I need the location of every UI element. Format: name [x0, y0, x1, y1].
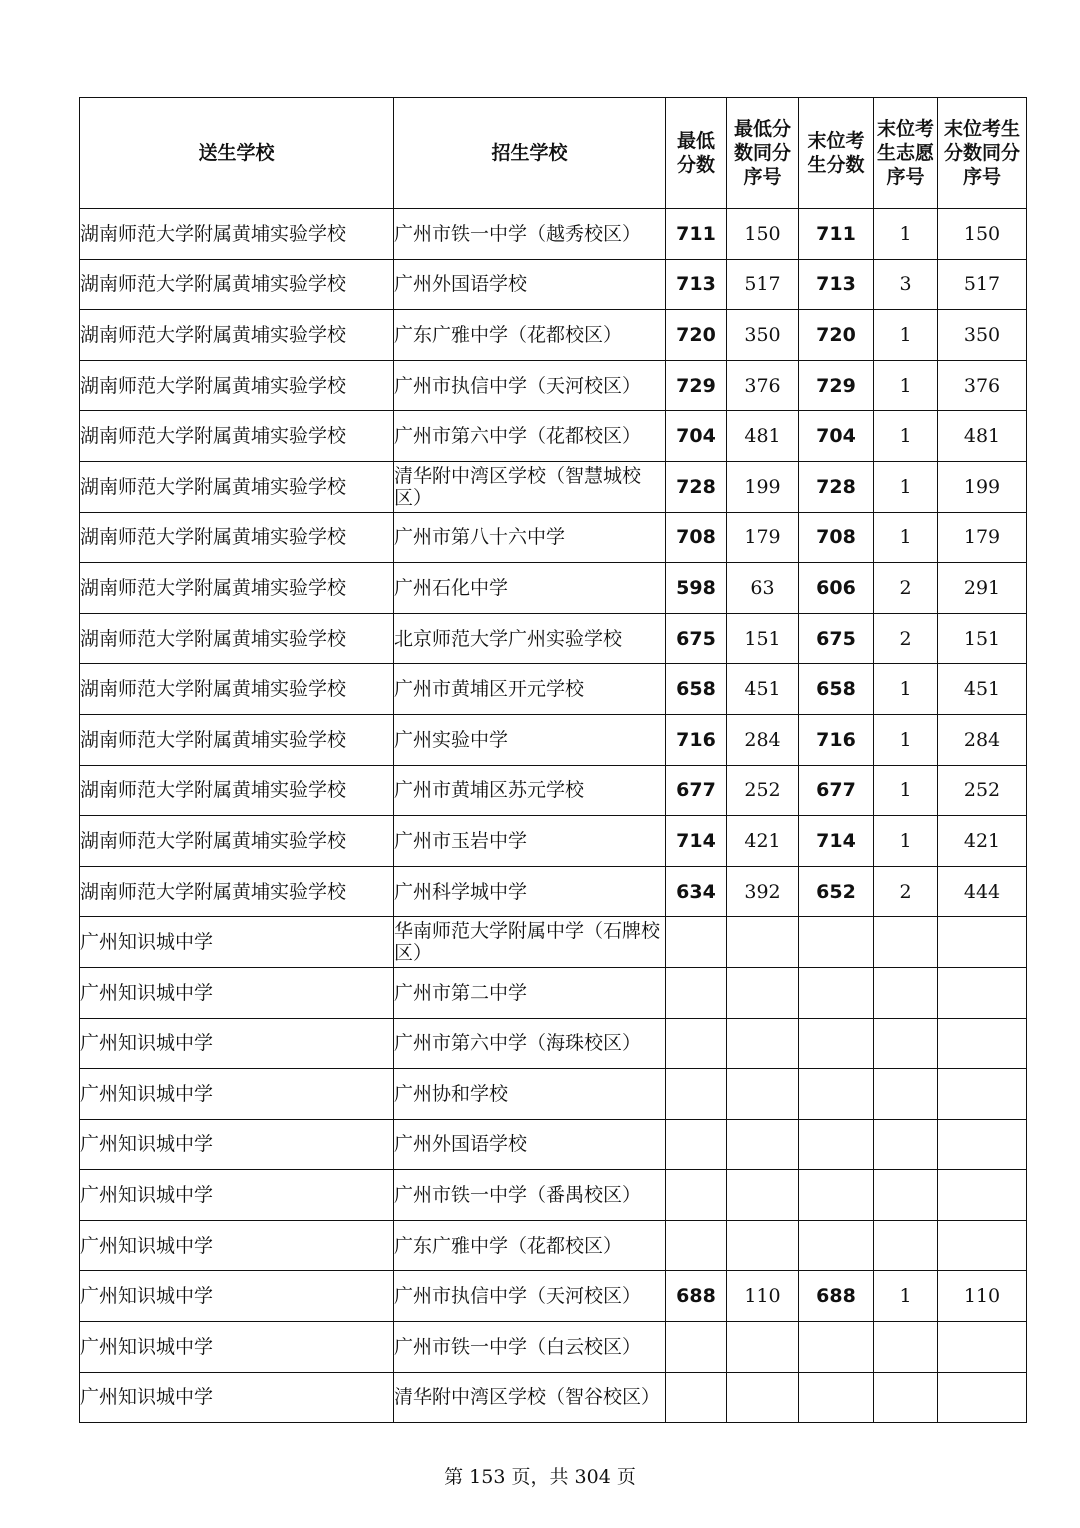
last-score-rank-cell [938, 1069, 1027, 1120]
table-body [80, 209, 1027, 1423]
table-row [80, 259, 1027, 310]
recv-school-cell: 广州外国语学校 [394, 259, 666, 310]
send-school-cell: 广州知识城中学 [80, 1119, 394, 1170]
header-last-score-rank: 末位考生分数同分序号 [938, 98, 1027, 209]
min-score-cell [666, 1372, 727, 1423]
recv-school-cell: 广州实验中学 [394, 714, 666, 765]
table-row [80, 765, 1027, 816]
send-school-cell: 湖南师范大学附属黄埔实验学校 [80, 816, 394, 867]
last-wish-no-cell: 1 [874, 411, 938, 462]
recv-school-cell: 广东广雅中学（花都校区） [394, 310, 666, 361]
table-row [80, 360, 1027, 411]
table-row [80, 411, 1027, 462]
recv-school-cell: 广州市第六中学（花都校区） [394, 411, 666, 462]
last-score-cell: 688 [799, 1271, 874, 1322]
last-wish-no-cell [874, 1372, 938, 1423]
last-score-rank-cell: 151 [938, 613, 1027, 664]
last-score-rank-cell [938, 1322, 1027, 1373]
recv-school-cell: 清华附中湾区学校（智谷校区） [394, 1372, 666, 1423]
last-score-cell: 711 [799, 209, 874, 260]
last-score-rank-cell: 350 [938, 310, 1027, 361]
min-score-cell: 675 [666, 613, 727, 664]
table-row [80, 1069, 1027, 1120]
table-row [80, 1119, 1027, 1170]
min-score-cell [666, 917, 727, 968]
recv-school-cell: 广州市执信中学（天河校区） [394, 360, 666, 411]
min-score-rank-cell: 350 [727, 310, 799, 361]
table-row [80, 461, 1027, 512]
min-score-cell: 634 [666, 866, 727, 917]
min-score-rank-cell: 150 [727, 209, 799, 260]
table-row [80, 866, 1027, 917]
min-score-rank-cell: 451 [727, 664, 799, 715]
min-score-cell: 658 [666, 664, 727, 715]
table-row [80, 1322, 1027, 1373]
recv-school-cell: 广州市第六中学（海珠校区） [394, 1018, 666, 1069]
recv-school-cell: 广州协和学校 [394, 1069, 666, 1120]
last-score-cell: 677 [799, 765, 874, 816]
last-score-rank-cell [938, 967, 1027, 1018]
last-wish-no-cell [874, 1322, 938, 1373]
last-score-cell [799, 967, 874, 1018]
recv-school-cell: 广州市黄埔区开元学校 [394, 664, 666, 715]
min-score-cell: 711 [666, 209, 727, 260]
last-score-cell: 716 [799, 714, 874, 765]
table-row [80, 967, 1027, 1018]
min-score-rank-cell: 517 [727, 259, 799, 310]
send-school-cell: 湖南师范大学附属黄埔实验学校 [80, 664, 394, 715]
recv-school-cell: 广州市第八十六中学 [394, 512, 666, 563]
min-score-rank-cell: 63 [727, 563, 799, 614]
last-score-cell [799, 1069, 874, 1120]
last-score-cell: 714 [799, 816, 874, 867]
min-score-rank-cell: 110 [727, 1271, 799, 1322]
last-score-rank-cell: 517 [938, 259, 1027, 310]
table-row [80, 613, 1027, 664]
page-footer: 第 153 页，共 304 页 [444, 1466, 636, 1488]
last-wish-no-cell [874, 1170, 938, 1221]
last-score-cell [799, 1170, 874, 1221]
last-wish-no-cell [874, 1069, 938, 1120]
last-score-cell: 729 [799, 360, 874, 411]
last-wish-no-cell: 2 [874, 563, 938, 614]
header-last-score: 末位考生分数 [799, 98, 874, 209]
send-school-cell: 湖南师范大学附属黄埔实验学校 [80, 563, 394, 614]
min-score-cell: 713 [666, 259, 727, 310]
last-score-cell: 713 [799, 259, 874, 310]
min-score-rank-cell: 421 [727, 816, 799, 867]
min-score-rank-cell: 481 [727, 411, 799, 462]
min-score-cell: 714 [666, 816, 727, 867]
min-score-rank-cell: 392 [727, 866, 799, 917]
last-wish-no-cell: 1 [874, 664, 938, 715]
min-score-cell: 704 [666, 411, 727, 462]
recv-school-cell: 广州市第二中学 [394, 967, 666, 1018]
send-school-cell: 广州知识城中学 [80, 1018, 394, 1069]
min-score-rank-cell: 179 [727, 512, 799, 563]
last-score-rank-cell: 110 [938, 1271, 1027, 1322]
min-score-cell [666, 1322, 727, 1373]
last-score-rank-cell: 179 [938, 512, 1027, 563]
send-school-cell: 湖南师范大学附属黄埔实验学校 [80, 866, 394, 917]
min-score-cell: 688 [666, 1271, 727, 1322]
last-score-rank-cell: 284 [938, 714, 1027, 765]
header-row [80, 98, 1027, 209]
min-score-cell: 728 [666, 461, 727, 512]
min-score-rank-cell [727, 967, 799, 1018]
min-score-cell: 708 [666, 512, 727, 563]
last-score-cell [799, 1372, 874, 1423]
recv-school-cell: 华南师范大学附属中学（石牌校区） [394, 917, 666, 968]
min-score-cell [666, 1119, 727, 1170]
send-school-cell: 湖南师范大学附属黄埔实验学校 [80, 209, 394, 260]
recv-school-cell: 广州市铁一中学（番禺校区） [394, 1170, 666, 1221]
table-row [80, 310, 1027, 361]
last-score-rank-cell: 199 [938, 461, 1027, 512]
last-score-cell [799, 917, 874, 968]
last-wish-no-cell: 1 [874, 209, 938, 260]
table-row [80, 1220, 1027, 1271]
admission-score-table [79, 97, 1027, 1423]
send-school-cell: 湖南师范大学附属黄埔实验学校 [80, 360, 394, 411]
last-score-cell: 704 [799, 411, 874, 462]
recv-school-cell: 广州石化中学 [394, 563, 666, 614]
last-wish-no-cell: 1 [874, 512, 938, 563]
last-wish-no-cell: 1 [874, 765, 938, 816]
last-score-rank-cell: 150 [938, 209, 1027, 260]
last-score-cell: 606 [799, 563, 874, 614]
last-score-rank-cell: 444 [938, 866, 1027, 917]
last-wish-no-cell: 2 [874, 613, 938, 664]
min-score-rank-cell: 151 [727, 613, 799, 664]
min-score-rank-cell [727, 1069, 799, 1120]
send-school-cell: 广州知识城中学 [80, 967, 394, 1018]
last-wish-no-cell [874, 1018, 938, 1069]
last-score-rank-cell: 291 [938, 563, 1027, 614]
send-school-cell: 广州知识城中学 [80, 1170, 394, 1221]
last-score-cell [799, 1119, 874, 1170]
last-score-cell: 728 [799, 461, 874, 512]
table-row [80, 664, 1027, 715]
last-wish-no-cell: 1 [874, 1271, 938, 1322]
last-score-cell: 675 [799, 613, 874, 664]
recv-school-cell: 清华附中湾区学校（智慧城校区） [394, 461, 666, 512]
last-score-cell: 708 [799, 512, 874, 563]
recv-school-cell: 广州市铁一中学（白云校区） [394, 1322, 666, 1373]
min-score-rank-cell [727, 1322, 799, 1373]
recv-school-cell: 广州市玉岩中学 [394, 816, 666, 867]
recv-school-cell: 广州市铁一中学（越秀校区） [394, 209, 666, 260]
last-score-rank-cell [938, 1170, 1027, 1221]
header-recv-school: 招生学校 [394, 98, 666, 209]
table-row [80, 1271, 1027, 1322]
min-score-cell: 716 [666, 714, 727, 765]
send-school-cell: 广州知识城中学 [80, 917, 394, 968]
min-score-rank-cell [727, 1372, 799, 1423]
last-score-rank-cell: 481 [938, 411, 1027, 462]
last-score-rank-cell [938, 1372, 1027, 1423]
recv-school-cell: 广州市执信中学（天河校区） [394, 1271, 666, 1322]
recv-school-cell: 广州科学城中学 [394, 866, 666, 917]
last-wish-no-cell [874, 967, 938, 1018]
last-score-cell [799, 1018, 874, 1069]
last-wish-no-cell: 1 [874, 360, 938, 411]
header-min-score: 最低分数 [666, 98, 727, 209]
header-min-score-rank: 最低分数同分序号 [727, 98, 799, 209]
send-school-cell: 湖南师范大学附属黄埔实验学校 [80, 411, 394, 462]
last-wish-no-cell: 1 [874, 310, 938, 361]
min-score-rank-cell [727, 917, 799, 968]
last-wish-no-cell [874, 917, 938, 968]
send-school-cell: 湖南师范大学附属黄埔实验学校 [80, 765, 394, 816]
send-school-cell: 湖南师范大学附属黄埔实验学校 [80, 259, 394, 310]
last-wish-no-cell [874, 1119, 938, 1170]
last-wish-no-cell: 1 [874, 714, 938, 765]
last-score-rank-cell [938, 1119, 1027, 1170]
recv-school-cell: 广州外国语学校 [394, 1119, 666, 1170]
table-row [80, 1170, 1027, 1221]
last-score-cell: 658 [799, 664, 874, 715]
table-row [80, 512, 1027, 563]
min-score-cell: 677 [666, 765, 727, 816]
last-score-rank-cell [938, 1018, 1027, 1069]
min-score-rank-cell: 252 [727, 765, 799, 816]
table-row [80, 209, 1027, 260]
last-score-cell [799, 1322, 874, 1373]
min-score-rank-cell [727, 1220, 799, 1271]
recv-school-cell: 北京师范大学广州实验学校 [394, 613, 666, 664]
min-score-rank-cell: 284 [727, 714, 799, 765]
last-score-rank-cell: 451 [938, 664, 1027, 715]
send-school-cell: 广州知识城中学 [80, 1322, 394, 1373]
last-wish-no-cell: 1 [874, 461, 938, 512]
recv-school-cell: 广东广雅中学（花都校区） [394, 1220, 666, 1271]
last-score-rank-cell: 252 [938, 765, 1027, 816]
send-school-cell: 湖南师范大学附属黄埔实验学校 [80, 613, 394, 664]
last-score-rank-cell [938, 1220, 1027, 1271]
last-score-cell [799, 1220, 874, 1271]
send-school-cell: 广州知识城中学 [80, 1271, 394, 1322]
header-last-wish-no: 末位考生志愿序号 [874, 98, 938, 209]
min-score-cell [666, 1018, 727, 1069]
table-row [80, 1372, 1027, 1423]
last-score-rank-cell [938, 917, 1027, 968]
last-wish-no-cell: 1 [874, 816, 938, 867]
send-school-cell: 湖南师范大学附属黄埔实验学校 [80, 461, 394, 512]
last-score-cell: 652 [799, 866, 874, 917]
last-wish-no-cell: 3 [874, 259, 938, 310]
send-school-cell: 广州知识城中学 [80, 1220, 394, 1271]
send-school-cell: 湖南师范大学附属黄埔实验学校 [80, 714, 394, 765]
last-wish-no-cell [874, 1220, 938, 1271]
recv-school-cell: 广州市黄埔区苏元学校 [394, 765, 666, 816]
min-score-cell [666, 967, 727, 1018]
send-school-cell: 湖南师范大学附属黄埔实验学校 [80, 512, 394, 563]
table-row [80, 917, 1027, 968]
min-score-cell [666, 1069, 727, 1120]
min-score-rank-cell [727, 1018, 799, 1069]
send-school-cell: 广州知识城中学 [80, 1372, 394, 1423]
last-wish-no-cell: 2 [874, 866, 938, 917]
table-row [80, 563, 1027, 614]
header-send-school: 送生学校 [80, 98, 394, 209]
min-score-rank-cell [727, 1170, 799, 1221]
min-score-rank-cell [727, 1119, 799, 1170]
min-score-rank-cell: 199 [727, 461, 799, 512]
last-score-rank-cell: 376 [938, 360, 1027, 411]
last-score-cell: 720 [799, 310, 874, 361]
send-school-cell: 湖南师范大学附属黄埔实验学校 [80, 310, 394, 361]
table-row [80, 714, 1027, 765]
table-row [80, 1018, 1027, 1069]
min-score-rank-cell: 376 [727, 360, 799, 411]
send-school-cell: 广州知识城中学 [80, 1069, 394, 1120]
min-score-cell [666, 1170, 727, 1221]
min-score-cell: 598 [666, 563, 727, 614]
table-row [80, 816, 1027, 867]
min-score-cell: 729 [666, 360, 727, 411]
last-score-rank-cell: 421 [938, 816, 1027, 867]
min-score-cell [666, 1220, 727, 1271]
min-score-cell: 720 [666, 310, 727, 361]
